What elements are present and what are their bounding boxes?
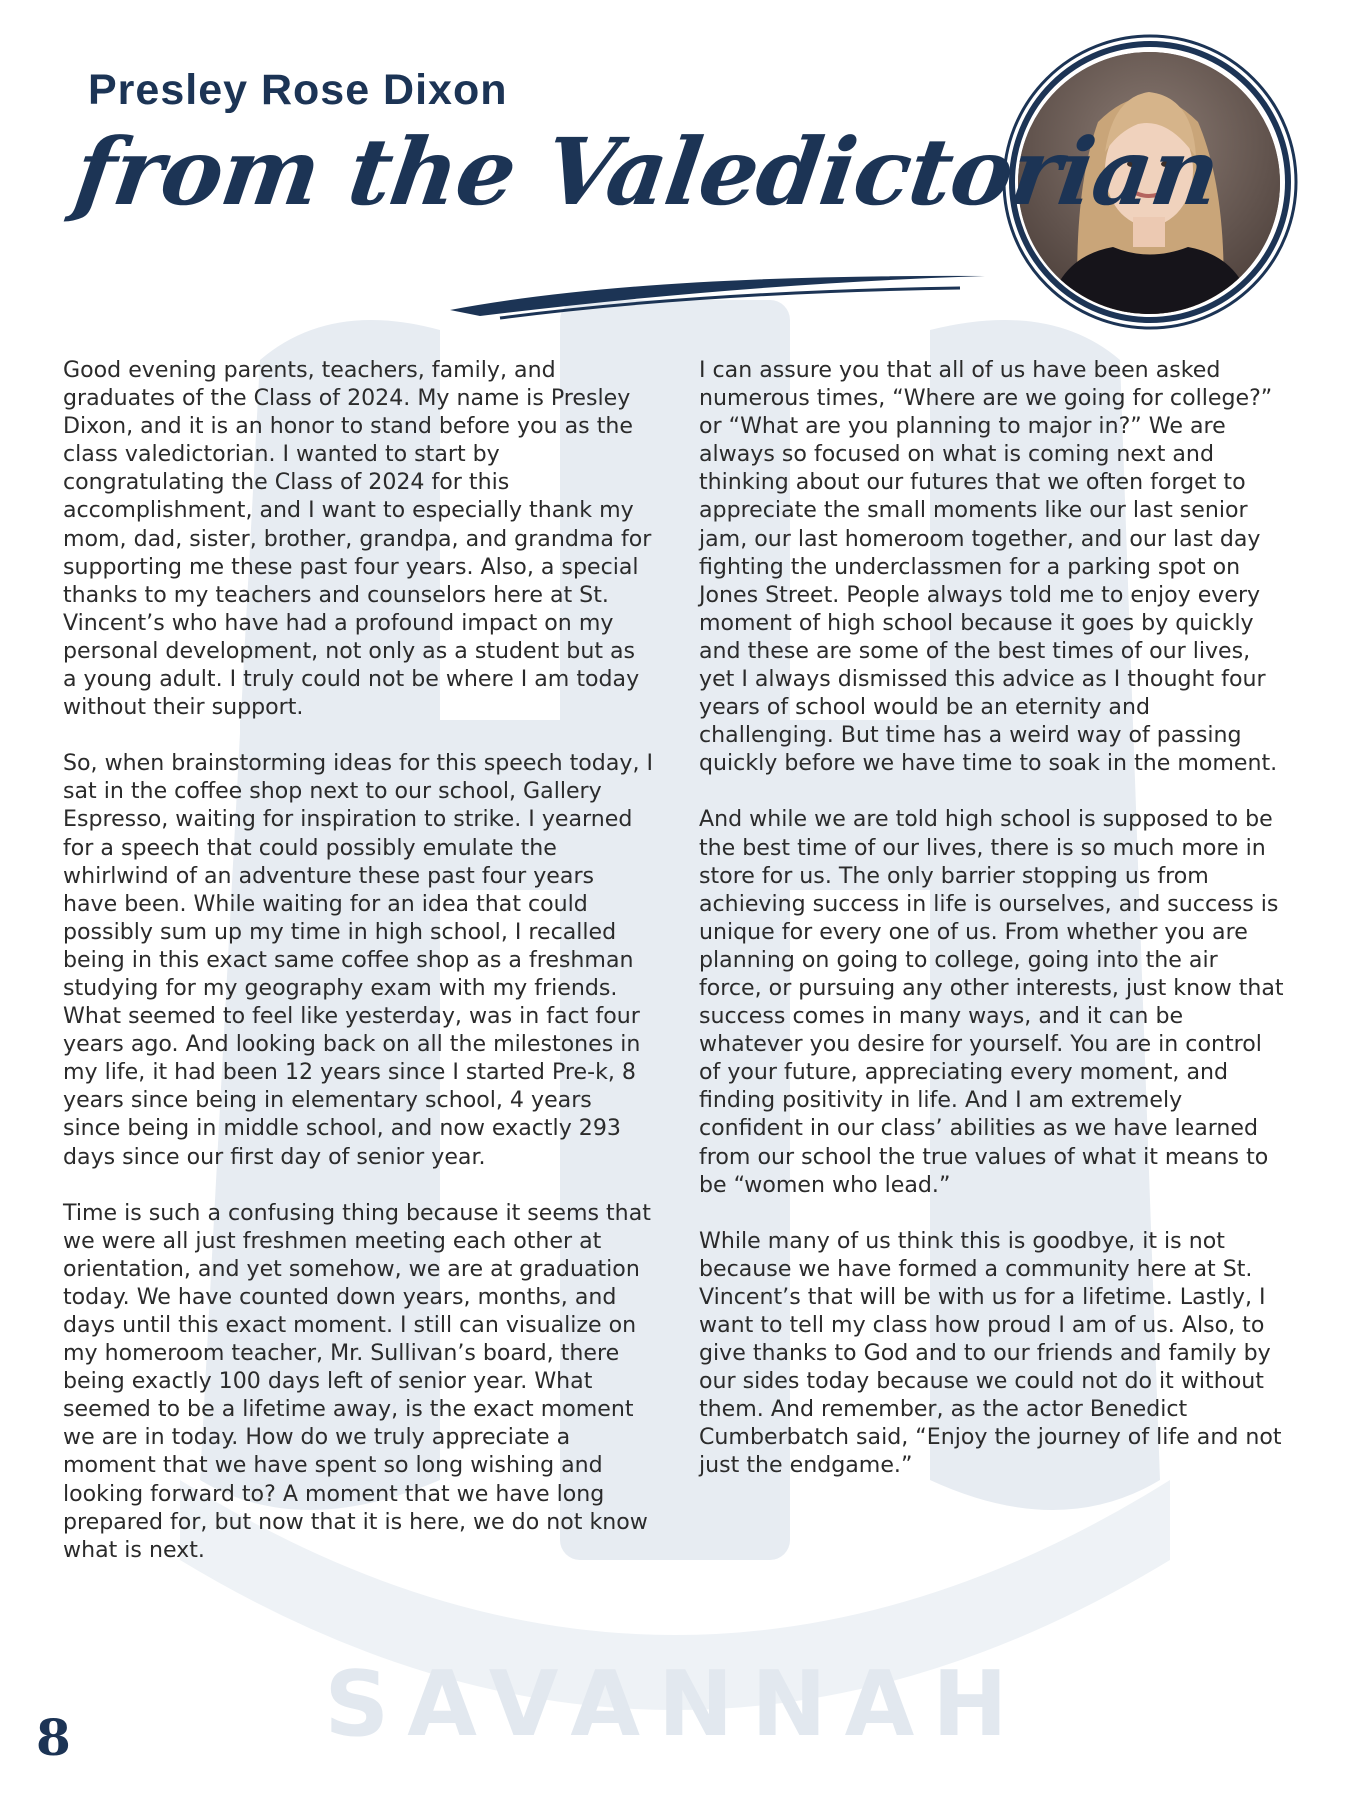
page-title: from the Valedictorian [68,118,1226,226]
speech-paragraph: I can assure you that all of us have been asked numerous times, “Where are we going for college?” or “What are you planning to major in?” We are always so focused on what is coming next and thinking about our futures that we often forget to appreciate the small moments like our last senior jam, our last homeroom together, and our last day fighting the underclassmen for a parking spot on Jones Street. People always told me to enjoy every moment of high school because it goes by quickly and these are some of the best times of our lives, yet I always dismissed this advice as I thought four years of school would be an eternity and challenging. But time has a weird way of passing quickly before we have time to soak in the moment. [699,357,1278,777]
speech-paragraph: And while we are told high school is supposed to be the best time of our lives, there is so much more in store for us. The only barrier stopping us from achieving success in life is ourselves, and success is unique for every one of us. From whether you are planning on going to college, going into the air force, or pursuing any other interests, just know that success comes in many ways, and it can be whatever you desire for yourself. You are in control of your future, appreciating every moment, and finding positivity in life. And I am extremely confident in our class’ abilities as we have learned from our school the true values of what it means to be “women who lead.” [699,806,1284,1198]
speech-paragraph: While many of us think this is goodbye, it is not because we have formed a community here at St. Vincent’s that will be with us for a lifetime. Lastly, I want to tell my class how proud I am of us. Also, to give thanks to God and to our friends and family by our sides today because we could not do it without them. And remember, as the actor Benedict Cumberbatch said, “Enjoy the journey of life and not just the endgame.” [699,1227,1282,1479]
speech-paragraph: Time is such a confusing thing because it seems that we were all just freshmen meeting each other at orientation, and yet somehow, we are at graduation today. We have counted down years, months, and days until this exact moment. I still can visualize on my homeroom teacher, Mr. Sullivan’s board, there being exactly 100 days left of senior year. What seemed to be a lifetime away, is the exact moment we are in today. How do we truly appreciate a moment that we have spent so long wishing and looking forward to? A moment that we have long prepared for, but now that it is here, we do not know what is next. [63,1199,651,1563]
watermark-text: SAVANNAH [324,1652,1026,1757]
speech-column-left [63,356,655,1592]
page-number: 8 [36,1708,71,1767]
speech-paragraph: So, when brainstorming ideas for this speech today, I sat in the coffee shop next to our school, Gallery Espresso, waiting for inspiration to strike. I yearned for a speech that could possibly emulate the whirlwind of an adventure these past four years have been. While waiting for an idea that could possibly sum up my time in high school, I recalled being in this exact same coffee shop as a freshman studying for my geography exam with my friends. What seemed to feel like yesterday, was in fact four years ago. And looking back on all the milestones in my life, it had been 12 years since I started Pre-k, 8 years since being in elementary school, 4 years since being in middle school, and now exactly 293 days since our first day of senior year. [63,750,654,1170]
graduate-name: Presley Rose Dixon [88,66,508,114]
title-swoosh [440,262,1000,322]
portrait-frame [1000,32,1300,332]
speech-paragraph: Good evening parents, teachers, family, and graduates of the Class of 2024. My name is Presley Dixon, and it is an honor to stand before you as the class valedictorian. I wanted to start by congratulating the Class of 2024 for this accomplishment, and I want to especially thank my mom, dad, sister, brother, grandpa, and grandma for supporting me these past four years. Also, a special thanks to my teachers and counselors here at St. Vincent’s who have had a profound impact on my personal development, not only as a student but as a young adult. I truly could not be where I am today without their support. [63,357,652,721]
speech-column-right [699,356,1285,1508]
